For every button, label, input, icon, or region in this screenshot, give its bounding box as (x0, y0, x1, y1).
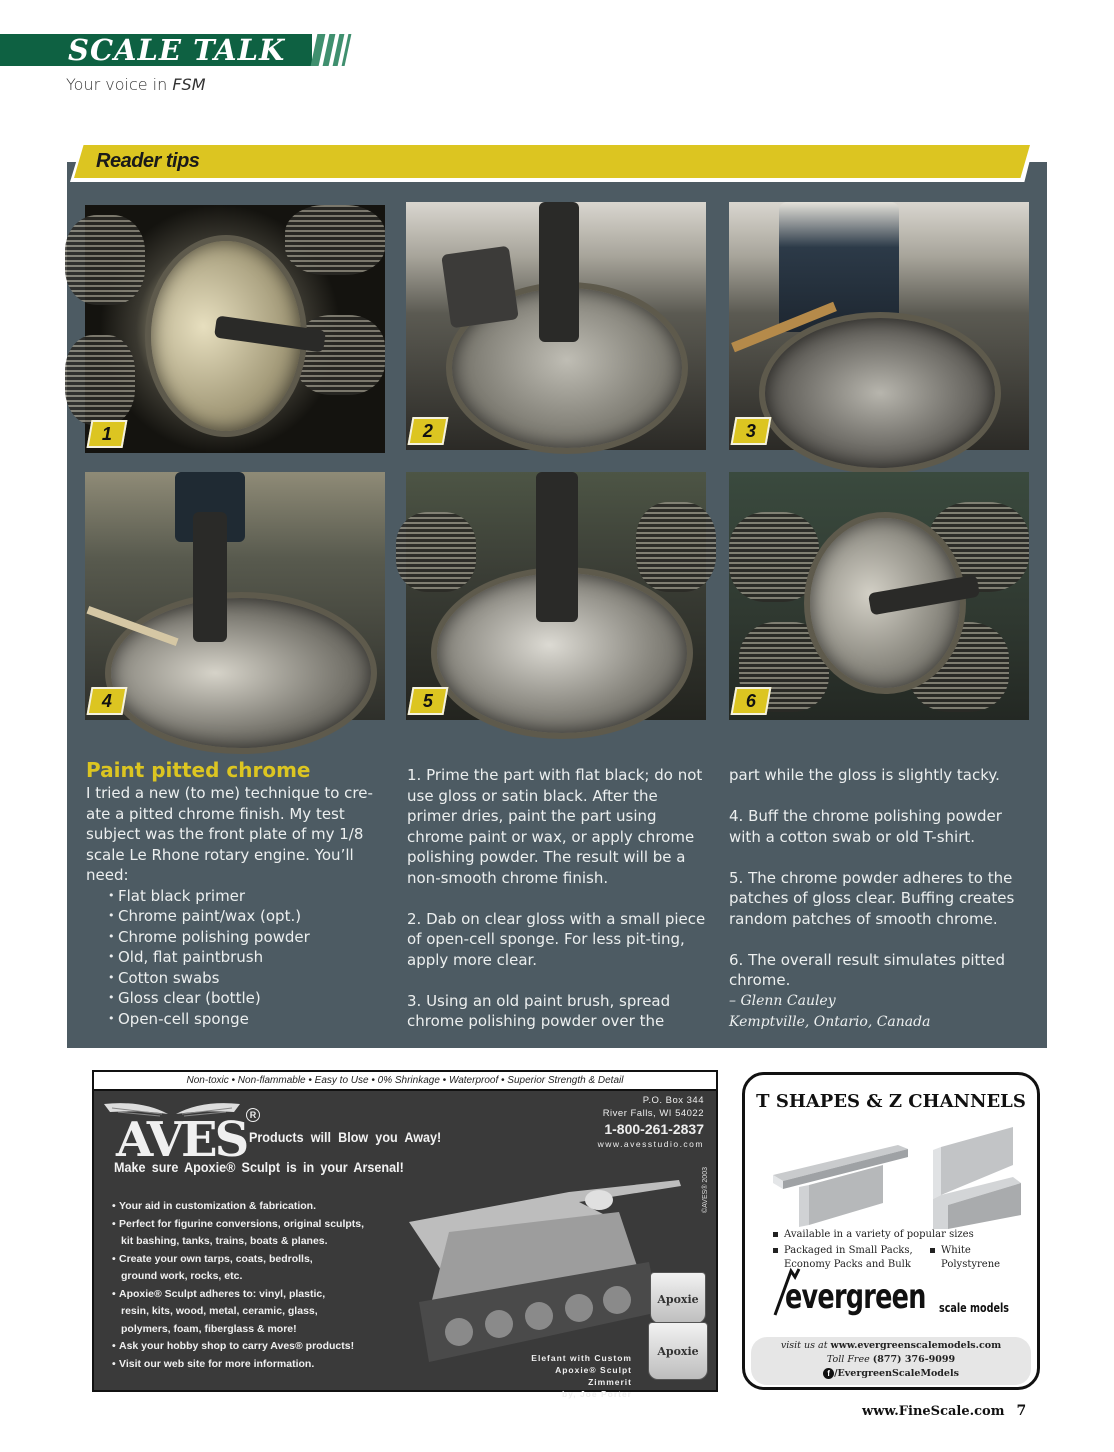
apoxie-tub: Apoxie (650, 1272, 706, 1324)
section-subtitle: Your voice in FSM (66, 75, 206, 94)
apoxie-tub: Apoxie (648, 1322, 708, 1380)
photo-step-3 (729, 202, 1029, 450)
aves-tagline: Products will Blow you Away! (249, 1129, 442, 1145)
aves-contact: P.O. Box 344 River Falls, WI 54022 1-800-261-2837 www.avesstudio.com (597, 1095, 704, 1149)
photo-step-5 (406, 472, 706, 720)
step-4: 4. Buff the chrome polishing powder with a cotton swab or old T-shirt. (729, 807, 1002, 846)
photo-number-badge: 4 (87, 687, 128, 715)
photo-step-4 (85, 472, 385, 720)
evergreen-facebook[interactable]: /EvergreenScaleModels (834, 1368, 959, 1379)
aves-logo: AVES (116, 1112, 247, 1168)
sponge (441, 246, 519, 329)
header-stripes (312, 34, 357, 66)
evergreen-feature: Packaged in Small Packs, Economy Packs and Bulk (773, 1244, 913, 1272)
step-5: 5. The chrome powder adheres to the patches of gloss clear. Buffing creates random patches of smooth chrome. (729, 868, 1015, 928)
supply-item: • Gloss clear (bottle) (108, 988, 386, 1009)
supplies-list (86, 886, 386, 1030)
aves-tagline-2: Make sure Apoxie® Sculpt is in your Arsenal! (114, 1159, 404, 1175)
article-column-2 (407, 765, 712, 1032)
aves-phone: 1-800-261-2837 (604, 1121, 704, 1137)
photo-number-badge: 6 (731, 687, 772, 715)
evergreen-feature: White Polystyrene (930, 1244, 1000, 1272)
photo-step-6 (729, 472, 1029, 720)
author: – Glenn Cauley (729, 992, 836, 1009)
reader-tips-label: Reader tips (96, 150, 200, 172)
step-6: 6. The overall result simulates pitted chrome. (729, 950, 1006, 989)
step-3-cont: part while the gloss is slightly tacky. (729, 766, 1000, 784)
photo-number-badge: 2 (408, 417, 449, 445)
step-1: 1. Prime the part with flat black; do not use gloss or satin black. After the primer dries, paint the part using chrome paint or wax, or apply chrome polishing powder. The result will be a non-smooth chrome finish. (407, 766, 703, 887)
registered-mark: R (246, 1108, 260, 1122)
supply-item: • Old, flat paintbrush (108, 947, 386, 968)
aves-copyright: ©AVES® 2003 (702, 1167, 709, 1213)
evergreen-feature: Available in a variety of popular sizes (773, 1228, 974, 1242)
evergreen-website[interactable]: www.evergreenscalemodels.com (830, 1340, 1002, 1351)
tank-caption: Elefant with Custom Apoxie® Sculpt Zimmerit by, Joe Porter (531, 1353, 632, 1399)
supply-item: • Chrome polishing powder (108, 927, 386, 948)
reader-tips-bar (74, 145, 1030, 178)
evergreen-advertisement[interactable] (742, 1072, 1040, 1390)
article-headline: Paint pitted chrome (86, 758, 311, 782)
supply-item: • Flat black primer (108, 886, 386, 907)
article-column-3 (729, 765, 1034, 1033)
article-intro: I tried a new (to me) technique to cre-ate a pitted chrome finish. My test subject was the front plate of my 1/8 scale Le Rhone rotary engine. You’ll need: (86, 784, 373, 884)
footer-website[interactable]: www.FineScale.com (862, 1404, 1005, 1419)
supply-item: • Cotton swabs (108, 968, 386, 989)
supply-item: • Chrome paint/wax (opt.) (108, 906, 386, 927)
evergreen-logo: evergreen (785, 1277, 926, 1317)
aves-bullet-list: • Your aid in customization & fabrication. • Perfect for figurine conversions, original sculpts, kit bashing, tanks, trains, boats & planes. • Create your own tarps, coats, bedrolls, ground work, rocks, etc. • Apoxie® Sculpt adheres to: vinyl, plastic, resin, kits, wood, metal, ceramic, glass, polymers, foam, fiberglass & more! • Ask your hobby shop to carry Aves® products! • Visit our web site for more information. (112, 1198, 364, 1373)
supply-item: • Open-cell sponge (108, 1009, 386, 1030)
photo-number-badge: 3 (731, 417, 772, 445)
evergreen-logo-sub: scale models (939, 1301, 1010, 1315)
tank-image (389, 1162, 689, 1362)
evergreen-contact: visit us at www.evergreenscalemodels.com Toll Free (877) 376-9099 f /EvergreenScaleModels (751, 1337, 1031, 1385)
evergreen-title: T SHAPES & Z CHANNELS (756, 1091, 1026, 1112)
aves-website[interactable]: www.avesstudio.com (597, 1139, 704, 1149)
photo-step-1 (85, 205, 385, 453)
t-z-shapes-illustration (763, 1125, 1028, 1230)
facebook-icon: f (823, 1368, 834, 1379)
section-title: SCALE TALK (68, 33, 286, 67)
photo-number-badge: 5 (408, 687, 449, 715)
evergreen-phone: (877) 376-9099 (872, 1354, 956, 1365)
page-footer (862, 1403, 1026, 1419)
step-2: 2. Dab on clear gloss with a small piece of open-cell sponge. For less pit-ting, apply more clear. (407, 909, 706, 969)
aves-advertisement[interactable] (92, 1070, 718, 1399)
author-location: Kemptville, Ontario, Canada (729, 1013, 931, 1030)
page-number: 7 (1016, 1403, 1027, 1419)
article-column-1 (86, 757, 386, 1029)
photo-number-badge: 1 (87, 420, 128, 448)
step-3: 3. Using an old paint brush, spread chrome polishing powder over the (407, 991, 671, 1030)
aves-features-strip: Non-toxic • Non-flammable • Easy to Use • 0% Shrinkage • Waterproof • Superior Strength & Detail (94, 1072, 716, 1091)
photo-step-2 (406, 202, 706, 450)
